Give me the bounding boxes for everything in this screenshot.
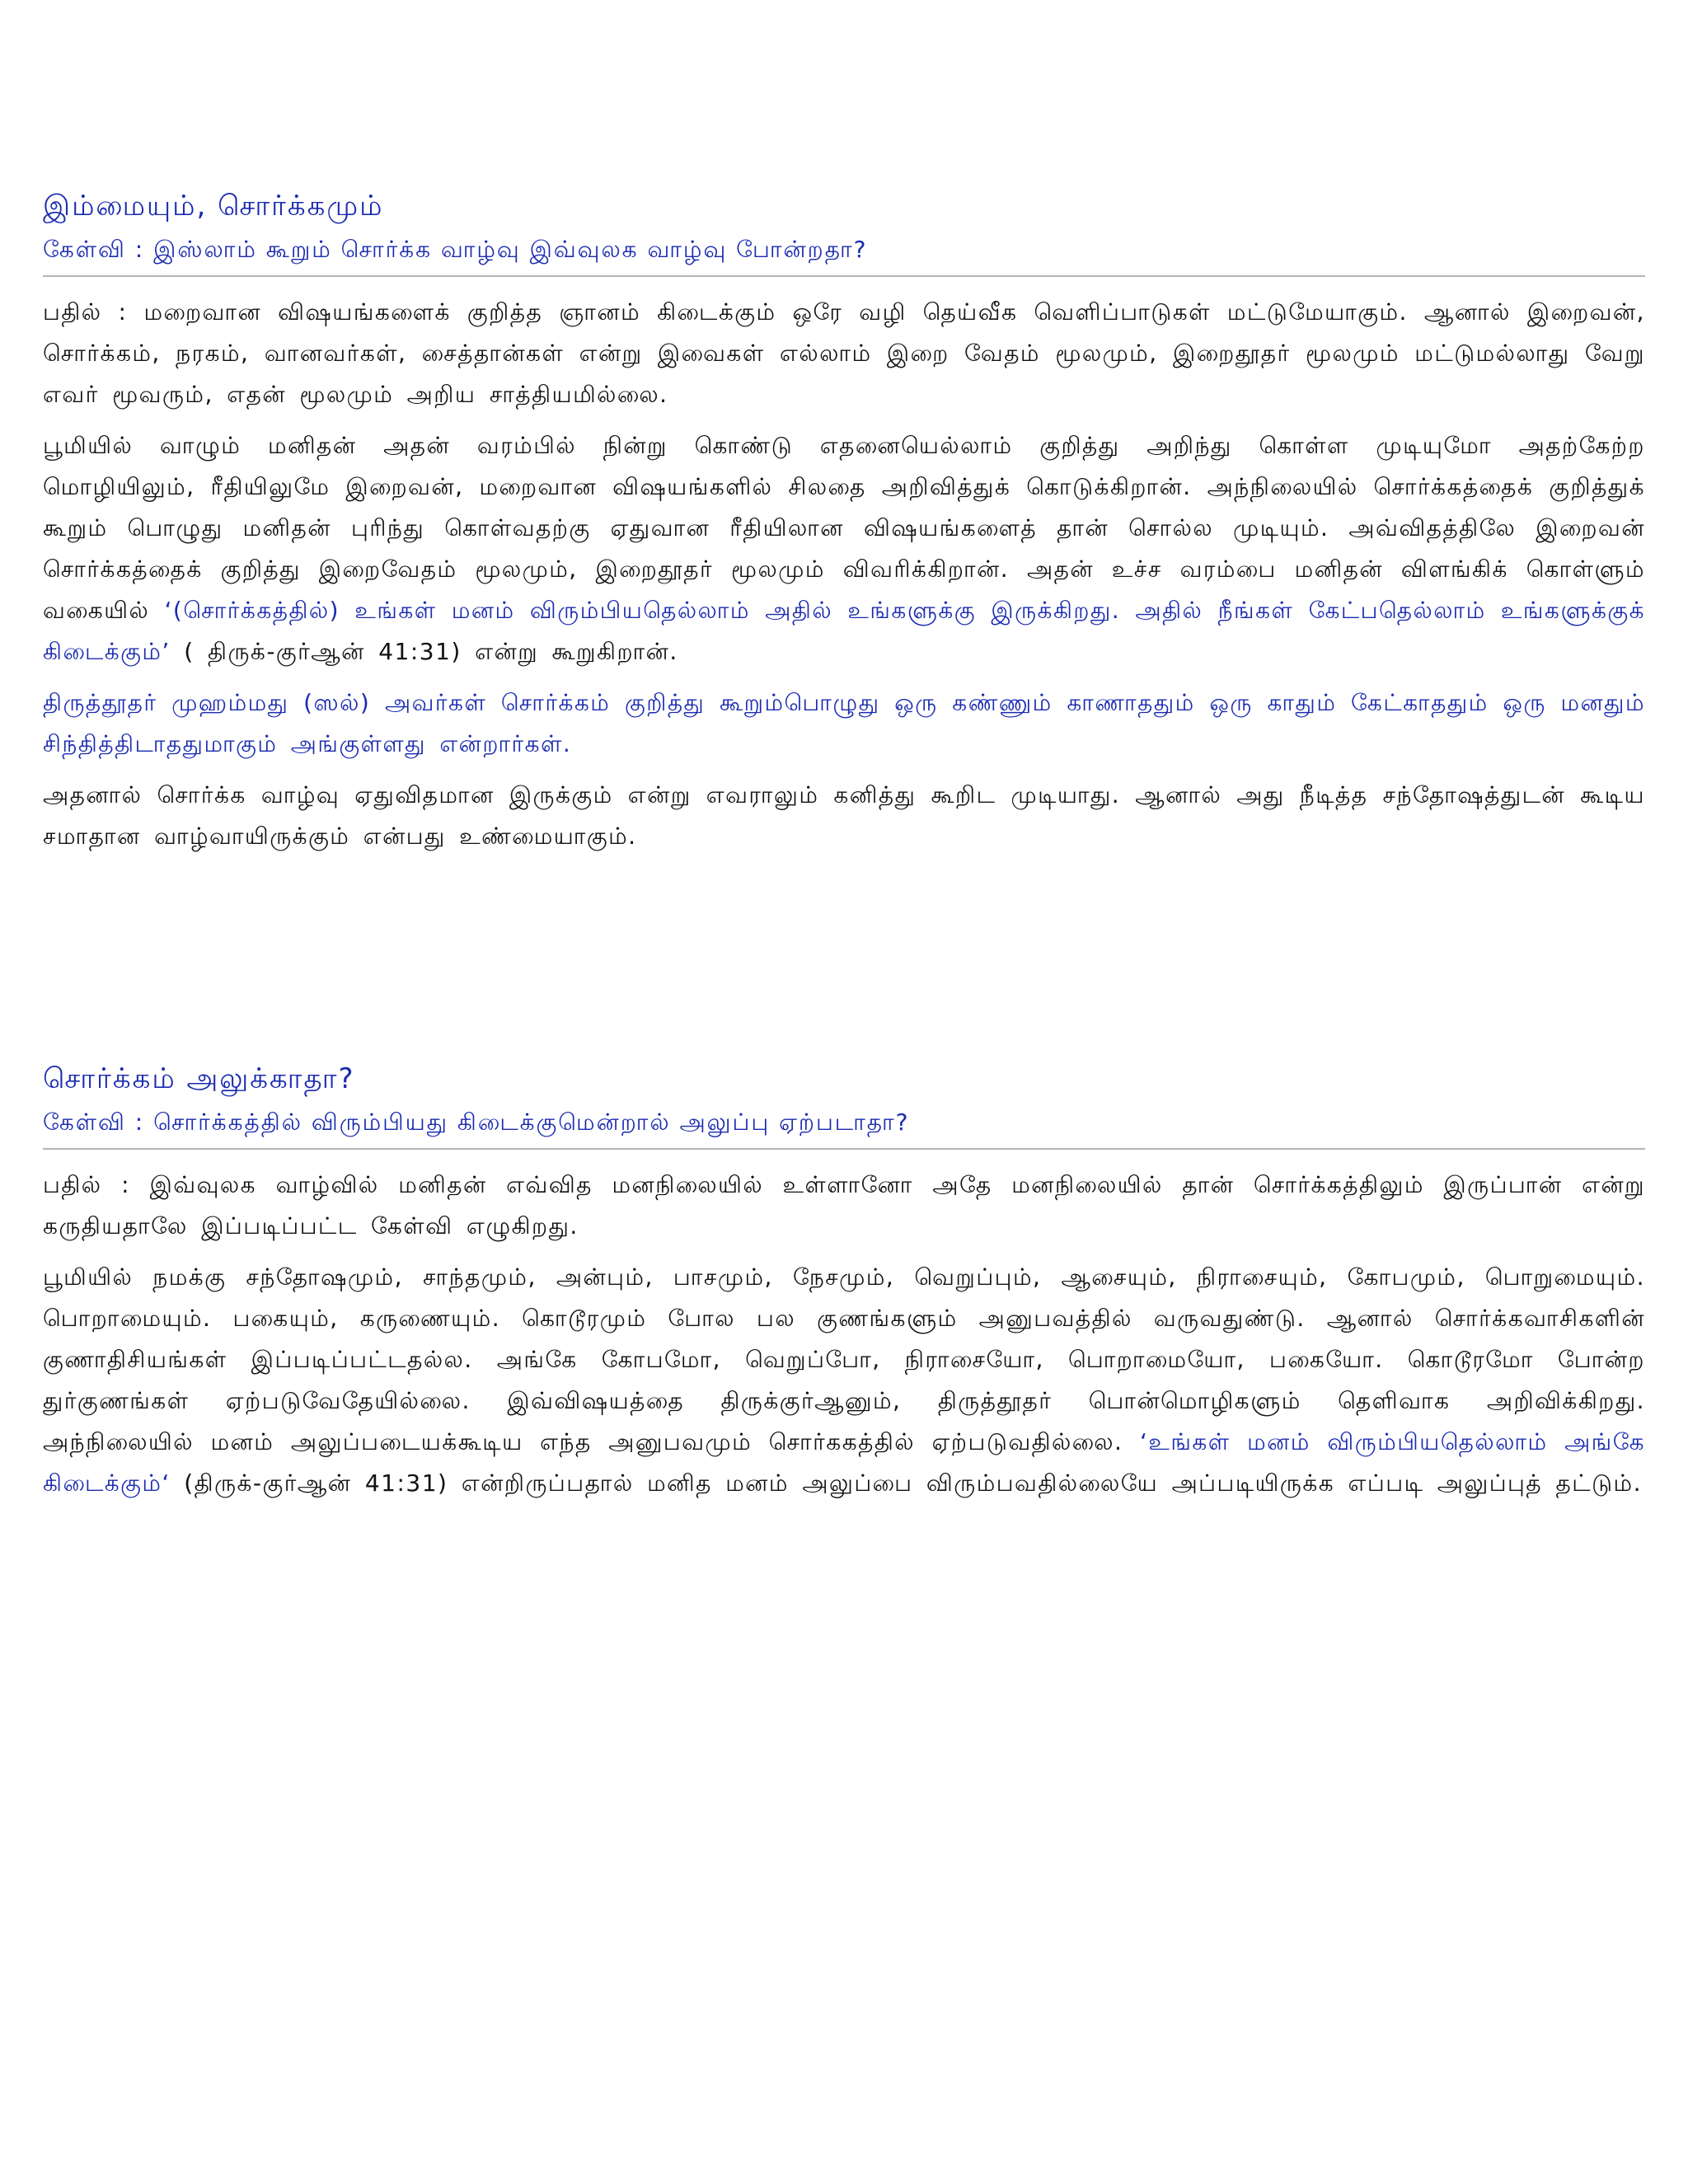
quran-quote: ‘உங்கள் மனம் விரும்பியதெல்லாம் அங்கே கிடைக்கும்‘	[43, 1428, 1646, 1497]
section-heading: இம்மையும், சொர்க்கமும்	[43, 190, 384, 223]
answer-paragraph: பதில் : மறைவான விஷயங்களைக் குறித்த ஞானம் கிடைக்கும் ஒரே வழி தெய்வீக வெளிப்பாடுகள் மட்டுமேயாகும். ஆனால் இறைவன், சொர்க்கம், நரகம், வானவர்கள், சைத்தான்கள் என்று இவைகள் எல்லாம் இறை வேதம் மூலமும், இறைதூதர் மூலமும் மட்டுமல்லாது வேறு எவர் மூவரும், எதன் மூலமும் அறிய சாத்தியமில்லை.	[43, 298, 1645, 408]
divider	[43, 275, 1645, 277]
section-heading: சொர்க்கம் அலுக்காதா?	[43, 1062, 355, 1095]
section-question: கேள்வி : சொர்க்கத்தில் விரும்பியது கிடைக்குமென்றால் அலுப்பு ஏற்படாதா?	[43, 1108, 910, 1136]
hadith-paragraph: திருத்தூதர் முஹம்மது (ஸல்) அவர்கள் சொர்க்கம் குறித்து கூறும்பொழுது ஒரு கண்ணும் காணாததும் ஒரு காதும் கேட்காததும் ஒரு மனதும் சிந்தித்திடாததுமாகும் அங்குள்ளது என்றார்கள்.	[43, 689, 1645, 757]
paragraph-text: ( திருக்-குர்ஆன் 41:31) என்று கூறுகிறான்.	[170, 638, 678, 665]
paragraph-text: (திருக்-குர்ஆன் 41:31) என்றிருப்பதால் மனித மனம் அலுப்பை விரும்பவதில்லையே அப்படியிருக்க எப்படி அலுப்புத் தட்டும்.	[170, 1469, 1642, 1497]
section-heaven-boredom	[43, 1056, 1645, 1514]
section-heaven-and-this-life	[43, 183, 1645, 867]
quran-quote: ‘(சொர்க்கத்தில்) உங்கள் மனம் விரும்பியதெல்லாம் அதில் உங்களுக்கு இருக்கிறது. அதில் நீங்கள் கேட்பதெல்லாம் உங்களுக்குக் கிடைக்கும்’	[43, 597, 1645, 665]
body-paragraph	[43, 425, 1645, 673]
paragraph-text: பூமியில் வாழும் மனிதன் அதன் வரம்பில் நின்று கொண்டு எதனையெல்லாம் குறித்து அறிந்து கொள்ள முடியுமோ அதற்கேற்ற மொழியிலும், ரீதியிலுமே இறைவன், மறைவான விஷயங்களில் சிலதை அறிவித்துக் கொடுக்கிறான். அந்நிலையில் சொர்க்கத்தைக் குறித்துக் கூறும் பொழுது மனிதன் புரிந்து கொள்வதற்கு ஏதுவான ரீதியிலான விஷயங்களைத் தான் சொல்ல முடியும். அவ்விதத்திலே இறைவன் சொர்க்கத்தைக் குறித்து இறைவேதம் மூலமும், இறைதூதர் மூலமும் விவரிக்கிறான். அதன் உச்ச வரம்பை மனிதன் விளங்கிக் கொள்ளும் வகையில்	[43, 432, 1645, 624]
paragraph-text: பூமியில் நமக்கு சந்தோஷமும், சாந்தமும், அன்பும், பாசமும், நேசமும், வெறுப்பும், ஆசையும், நிராசையும், கோபமும், பொறுமையும். பொறாமையும். பகையும், கருணையும். கொடூரமும் போல பல குணங்களும் அனுபவத்தில் வருவதுண்டு. ஆனால் சொர்க்கவாசிகளின் குணாதிசியங்கள் இப்படிப்பட்டதல்ல. அங்கே கோபமோ, வெறுப்போ, நிராசையோ, பொறாமையோ, பகையோ. கொடூரமோ போன்ற துர்குணங்கள் ஏற்படுவேதேயில்லை. இவ்விஷயத்தை திருக்குர்ஆனும், திருத்தூதர் பொன்மொழிகளும் தெளிவாக அறிவிக்கிறது. அந்நிலையில் மனம் அலுப்படையக்கூடிய எந்த அனுபவமும் சொர்ககத்தில் ஏற்படுவதில்லை.	[43, 1263, 1645, 1455]
body-paragraph: அதனால் சொர்க்க வாழ்வு ஏதுவிதமான இருக்கும் என்று எவராலும் கனித்து கூறிட முடியாது. ஆனால் அது நீடித்த சந்தோஷத்துடன் கூடிய சமாதான வாழ்வாயிருக்கும் என்பது உண்மையாகும்.	[43, 781, 1645, 850]
answer-paragraph: பதில் : இவ்வுலக வாழ்வில் மனிதன் எவ்வித மனநிலையில் உள்ளானோ அதே மனநிலையில் தான் சொர்க்கத்திலும் இருப்பான் என்று கருதியதாலே இப்படிப்பட்ட கேள்வி எழுகிறது.	[43, 1171, 1645, 1240]
section-question: கேள்வி : இஸ்லாம் கூறும் சொர்க்க வாழ்வு இவ்வுலக வாழ்வு போன்றதா?	[43, 236, 868, 263]
body-paragraph	[43, 1257, 1645, 1504]
divider	[43, 1148, 1645, 1150]
